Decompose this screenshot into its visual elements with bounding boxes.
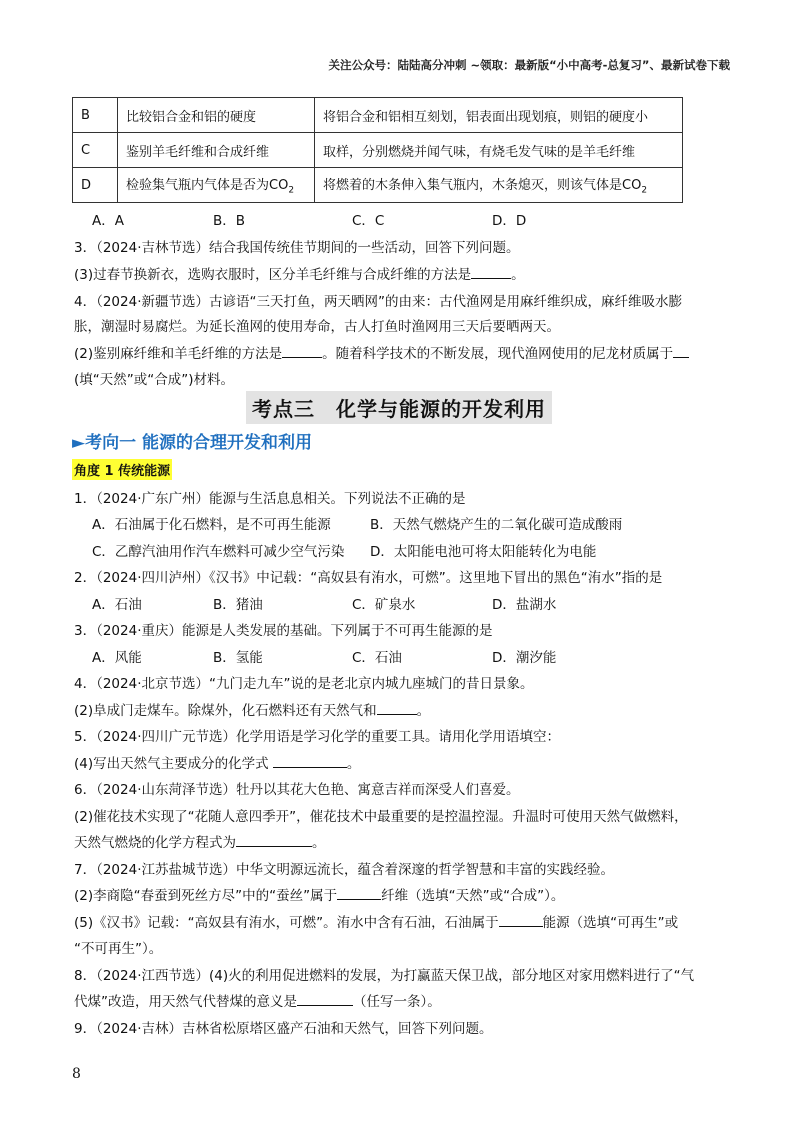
- question-stem: 6．（2024·山东菏泽节选）牡丹以其花大色艳、寓意吉祥而深受人们喜爱。: [74, 782, 520, 798]
- answer-blank[interactable]: [273, 754, 347, 768]
- row-method: 将燃着的木条伸入集气瓶内，木条熄灭，则该气体是$CO_2$: [315, 168, 683, 203]
- sub-question: (4)写出天然气主要成分的化学式 。: [74, 756, 361, 772]
- choice-d: D．盐湖水: [492, 597, 557, 613]
- sub-question: (2)李商隐“春蚕到死丝方尽”中的“蚕丝”属于 纤维（选填“天然”或“合成”）。: [74, 888, 565, 904]
- answer-blank[interactable]: [673, 344, 689, 358]
- question-stem: 4．（2024·新疆节选）古谚语“三天打鱼，两天晒网”的由来：古代渔网是用麻纤维织成，麻纤维吸水膨: [74, 294, 682, 310]
- question-stem: 5．（2024·四川广元节选）化学用语是学习化学的重要工具。请用化学用语填空：: [74, 729, 560, 745]
- choice-c: C．C: [352, 213, 385, 229]
- sub-question-cont: “不可再生”）。: [74, 941, 163, 957]
- choice-b: B．天然气燃烧产生的二氧化碳可造成酸雨: [370, 517, 623, 533]
- sub-question: (2)催花技术实现了“花随人意四季开”，催花技术中最重要的是控温控湿。升温时可使用天然气做燃料，: [74, 809, 688, 825]
- sub-question: (2)鉴别麻纤维和羊毛纤维的方法是 。随着科学技术的不断发展，现代渔网使用的尼龙材质属于: [74, 342, 689, 362]
- angle-label: 角度 1 传统能源: [72, 459, 172, 480]
- row-purpose: 比较铝合金和铝的硬度: [118, 98, 315, 133]
- question-stem: 2．（2024·四川泸州）《汉书》中记载：“高奴县有洧水，可燃”。这里地下冒出的黑色“洧水”指的是: [74, 570, 663, 586]
- answer-blank[interactable]: [337, 886, 381, 900]
- row-label: D: [73, 168, 118, 203]
- choice-a: A．石油: [92, 597, 142, 613]
- choice-d: D．太阳能电池可将太阳能转化为电能: [370, 544, 597, 560]
- choice-b: B．猪油: [213, 597, 263, 613]
- answer-blank[interactable]: [471, 265, 511, 279]
- row-label: B: [73, 98, 118, 133]
- section-title: 考点三 化学与能源的开发利用: [246, 391, 552, 424]
- triangle-icon: ►: [72, 433, 86, 453]
- question-stem: 1．（2024·广东广州）能源与生活息息相关。下列说法不正确的是: [74, 491, 466, 507]
- page-number: 8: [72, 1066, 81, 1082]
- choice-a: A．风能: [92, 650, 142, 666]
- answer-blank[interactable]: [377, 701, 417, 715]
- sub-question: (2)阜成门走煤车。除煤外，化石燃料还有天然气和 。: [74, 703, 431, 719]
- options-table: [72, 97, 683, 203]
- sub-question: (5)《汉书》记载：“高奴县有洧水，可燃”。洧水中含有石油，石油属于 能源（选填“可再生”或: [74, 915, 679, 931]
- choice-b: B．B: [213, 213, 246, 229]
- sub-question-cont: (填“天然”或“合成”)材料。: [74, 372, 235, 388]
- question-stem: 3．（2024·重庆）能源是人类发展的基础。下列属于不可再生能源的是: [74, 623, 493, 639]
- direction-heading: ►考向一 能源的合理开发和利用: [72, 433, 312, 453]
- choice-a: A．A: [92, 213, 124, 229]
- choice-a: A．石油属于化石燃料，是不可再生能源: [92, 517, 331, 533]
- row-purpose: 鉴别羊毛纤维和合成纤维: [118, 133, 315, 168]
- row-purpose: 检验集气瓶内气体是否为$CO_2$: [118, 168, 315, 203]
- choice-d: D．潮汐能: [492, 650, 557, 666]
- question-stem: 9．（2024·吉林）吉林省松原塔区盛产石油和天然气，回答下列问题。: [74, 1021, 493, 1037]
- question-stem: 3．（2024·吉林节选）结合我国传统佳节期间的一些活动，回答下列问题。: [74, 240, 520, 256]
- sub-question-cont: 天然气燃烧的化学方程式为 。: [74, 835, 326, 851]
- choice-c: C．乙醇汽油用作汽车燃料可减少空气污染: [92, 544, 345, 560]
- question-stem: 4．（2024·北京节选）“九门走九车”说的是老北京内城九座城门的昔日景象。: [74, 676, 534, 692]
- question-stem: 7．（2024·江苏盐城节选）中华文明源远流长，蕴含着深邃的哲学智慧和丰富的实践经验。: [74, 862, 614, 878]
- table-row: [73, 133, 683, 168]
- answer-blank[interactable]: [282, 344, 322, 358]
- choice-c: C．石油: [352, 650, 402, 666]
- choice-b: B．氢能: [213, 650, 263, 666]
- answer-blank[interactable]: [236, 833, 312, 847]
- header-note: 关注公众号：陆陆高分冲刺 ~领取：最新版“小中高考-总复习”、最新试卷下载: [328, 58, 730, 72]
- row-method: 取样，分别燃烧并闻气味，有烧毛发气味的是羊毛纤维: [315, 133, 683, 168]
- table-row: [73, 98, 683, 133]
- row-label: C: [73, 133, 118, 168]
- question-stem: 8．（2024·江西节选）(4)火的利用促进燃料的发展，为打赢蓝天保卫战，部分地区对家用燃料进行了“气: [74, 968, 695, 984]
- row-method: 将铝合金和铝相互刻划，铝表面出现划痕，则铝的硬度小: [315, 98, 683, 133]
- choice-c: C．矿泉水: [352, 597, 416, 613]
- sub-question: (3)过春节换新衣，选购衣服时，区分羊毛纤维与合成纤维的方法是 。: [74, 267, 525, 283]
- question-stem-cont: 代煤”改造，用天然气代替煤的意义是 （任写一条）。: [74, 994, 441, 1010]
- answer-blank[interactable]: [297, 992, 353, 1006]
- choice-d: D．D: [492, 213, 527, 229]
- table-row: [73, 168, 683, 203]
- question-stem-cont: 胀，潮湿时易腐烂。为延长渔网的使用寿命，古人打鱼时渔网用三天后要晒两天。: [74, 319, 560, 335]
- answer-blank[interactable]: [499, 913, 543, 927]
